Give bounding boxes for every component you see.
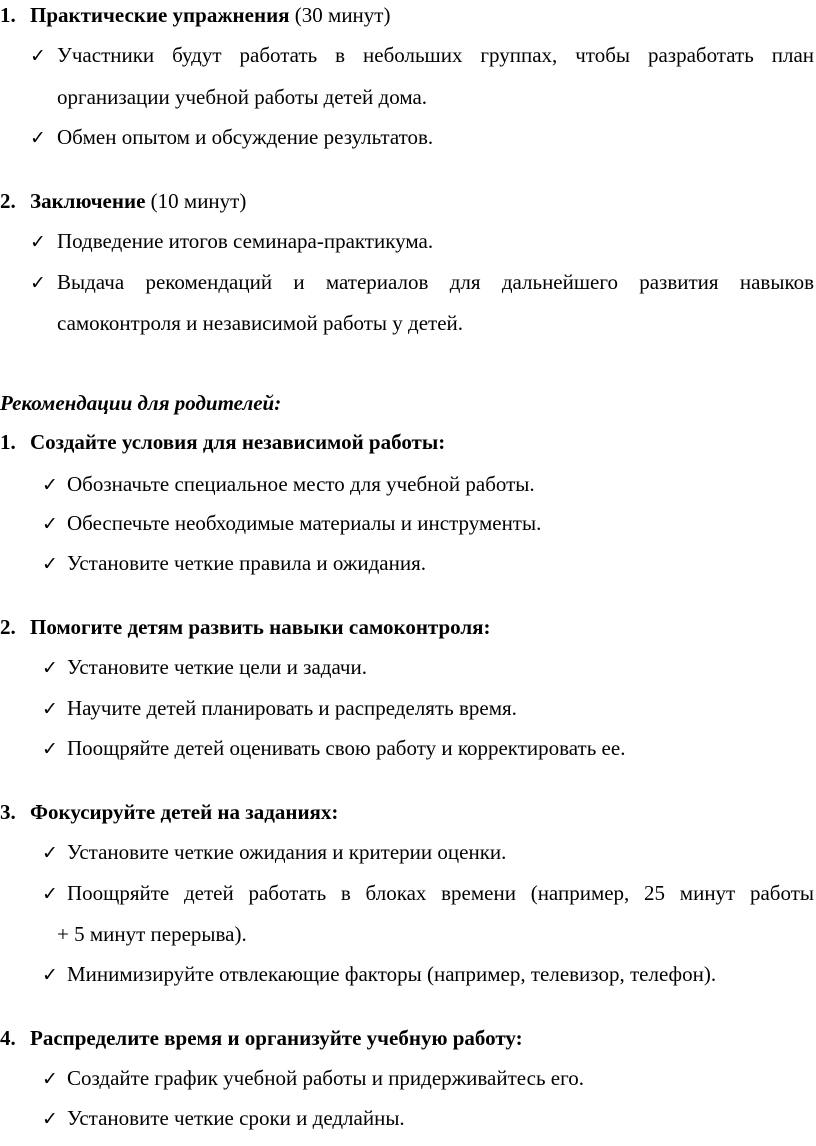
recommendation-title: Фокусируйте детей на заданиях: <box>30 800 339 824</box>
list-item <box>42 1068 58 1089</box>
recommendation-number: 2. <box>0 615 16 639</box>
section-duration: (30 минут) <box>294 3 391 27</box>
list-item-text: Подведение итогов семинара-практикума. <box>57 229 434 253</box>
section-number: 1. <box>0 3 16 27</box>
checkmark-icon: ✓ <box>42 842 58 864</box>
checkmark-icon: ✓ <box>42 513 58 535</box>
recommendation-3-heading <box>0 802 338 823</box>
checkmark-icon: ✓ <box>42 474 58 496</box>
list-item-text-continuation: + 5 минут перерыва). <box>57 922 247 946</box>
recommendation-4-heading <box>0 1028 523 1049</box>
checkmark-icon: ✓ <box>30 45 46 67</box>
recommendation-number: 4. <box>0 1026 16 1050</box>
checkmark-icon: ✓ <box>42 698 58 720</box>
recommendation-title: Создайте условия для независимой работы: <box>30 430 446 454</box>
list-item-text: Обеспечьте необходимые материалы и инструменты. <box>67 511 542 535</box>
checkmark-icon: ✓ <box>42 657 58 679</box>
checkmark-icon: ✓ <box>30 272 46 294</box>
checkmark-icon: ✓ <box>42 1108 58 1130</box>
list-item-text: Поощряйте детей работать в блоках времени (например, 25 минут работы <box>67 881 814 905</box>
list-item <box>30 272 46 293</box>
section-title: Практические упражнения <box>30 3 290 27</box>
list-item-text-continuation: организации учебной работы детей дома. <box>57 85 428 109</box>
list-item <box>42 738 58 759</box>
checkmark-icon: ✓ <box>42 553 58 575</box>
list-item-text-continuation: самоконтроля и независимой работы у детей. <box>57 311 464 335</box>
list-item-text: Создайте график учебной работы и придерживайтесь его. <box>67 1066 584 1090</box>
section-title: Заключение <box>30 189 146 213</box>
recommendation-title: Распределите время и организуйте учебную работу: <box>30 1026 523 1050</box>
list-item-text: Участники будут работать в небольших группах, чтобы разработать план <box>57 43 814 67</box>
list-item-text: Поощряйте детей оценивать свою работу и корректировать ее. <box>67 736 626 760</box>
checkmark-icon: ✓ <box>42 738 58 760</box>
recommendation-number: 3. <box>0 800 16 824</box>
checkmark-icon: ✓ <box>30 127 46 149</box>
list-item-text: Установите четкие цели и задачи. <box>67 655 367 679</box>
section-1-heading <box>0 5 390 26</box>
list-item <box>30 45 46 66</box>
recommendation-title: Помогите детям развить навыки самоконтроля: <box>30 615 491 639</box>
recommendation-1-heading <box>0 432 445 453</box>
recommendation-2-heading <box>0 617 491 638</box>
list-item <box>30 127 46 148</box>
list-item <box>42 964 58 985</box>
checkmark-icon: ✓ <box>30 231 46 253</box>
list-item <box>42 474 58 495</box>
list-item-text: Установите четкие сроки и дедлайны. <box>67 1106 405 1130</box>
list-item <box>42 698 58 719</box>
section-2-heading <box>0 191 246 212</box>
recommendations-heading: Рекомендации для родителей: <box>0 391 282 415</box>
list-item-text: Обозначьте специальное место для учебной работы. <box>67 472 535 496</box>
list-item <box>42 657 58 678</box>
section-duration: (10 минут) <box>150 189 247 213</box>
checkmark-icon: ✓ <box>42 1068 58 1090</box>
list-item-text: Установите четкие правила и ожидания. <box>67 551 426 575</box>
list-item-text: Минимизируйте отвлекающие факторы (например, телевизор, телефон). <box>67 962 717 986</box>
list-item-text: Установите четкие ожидания и критерии оценки. <box>67 840 507 864</box>
list-item-text: Выдача рекомендаций и материалов для дальнейшего развития навыков <box>57 270 814 294</box>
section-number: 2. <box>0 189 16 213</box>
recommendation-number: 1. <box>0 430 16 454</box>
list-item <box>42 513 58 534</box>
list-item-text: Обмен опытом и обсуждение результатов. <box>57 125 434 149</box>
list-item-text: Научите детей планировать и распределять время. <box>67 696 517 720</box>
list-item <box>42 883 58 904</box>
list-item <box>30 231 46 252</box>
checkmark-icon: ✓ <box>42 964 58 986</box>
checkmark-icon: ✓ <box>42 883 58 905</box>
list-item <box>42 842 58 863</box>
list-item <box>42 553 58 574</box>
list-item <box>42 1108 58 1129</box>
